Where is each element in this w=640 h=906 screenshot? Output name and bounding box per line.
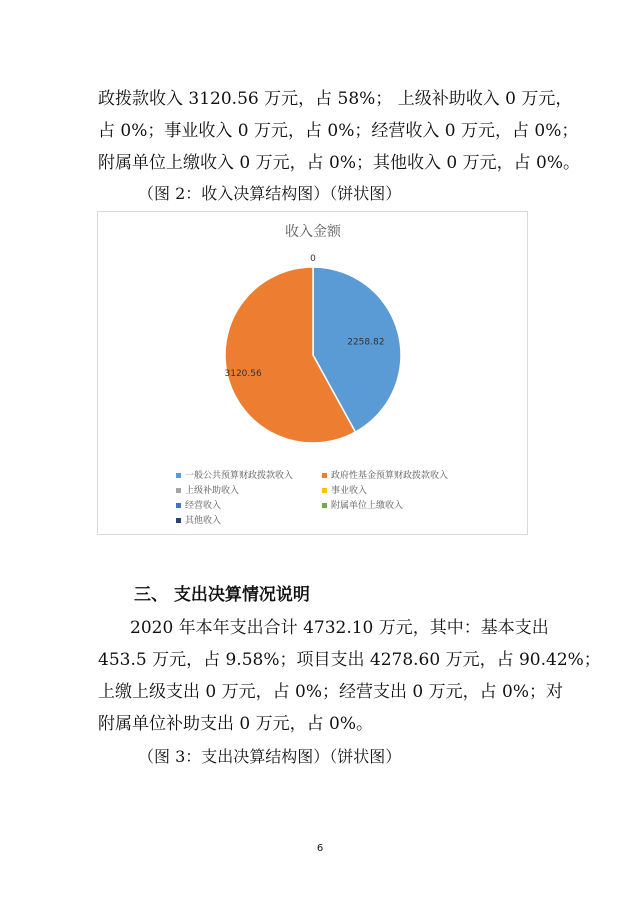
text-line: 政拨款收入 3120.56 万元，占 58%； 上级补助收入 0 万元， bbox=[98, 89, 573, 109]
legend-item bbox=[176, 470, 293, 482]
legend-label: 上级补助收入 bbox=[185, 486, 240, 496]
legend-swatch bbox=[322, 488, 327, 493]
legend-item bbox=[176, 485, 239, 497]
text-line: 上缴上级支出 0 万元，占 0%；经营支出 0 万元，占 0%；对 bbox=[98, 682, 563, 702]
legend-swatch bbox=[322, 503, 327, 508]
text-line: 453.5 万元，占 9.58%；项目支出 4278.60 万元，占 90.42%； bbox=[98, 650, 601, 670]
section-heading: 三、 支出决算情况说明 bbox=[134, 585, 310, 605]
legend-label: 附属单位上缴收入 bbox=[331, 501, 404, 511]
legend-item bbox=[322, 500, 403, 512]
legend-swatch bbox=[176, 503, 181, 508]
text-line: 占 0%；事业收入 0 万元，占 0%；经营收入 0 万元，占 0%； bbox=[98, 121, 579, 141]
legend-label: 政府性基金预算财政拨款收入 bbox=[331, 471, 449, 481]
legend-swatch bbox=[176, 473, 181, 478]
data-label: 0 bbox=[310, 254, 316, 264]
data-label: 2258.82 bbox=[347, 337, 385, 348]
legend-label: 经营收入 bbox=[185, 501, 222, 511]
text-line: 附属单位补助支出 0 万元，占 0%。 bbox=[98, 714, 373, 734]
legend-label: 事业收入 bbox=[331, 486, 368, 496]
legend-swatch bbox=[176, 518, 181, 523]
legend-item bbox=[322, 470, 448, 482]
text-line: 2020 年本年支出合计 4732.10 万元，其中：基本支出 bbox=[130, 618, 549, 638]
figure-caption-3: （图 3：支出决算结构图）（饼状图） bbox=[138, 747, 402, 766]
pie-slices bbox=[225, 267, 401, 443]
legend-item bbox=[176, 500, 221, 512]
page-number: 6 bbox=[316, 843, 324, 854]
figure-caption-2: （图 2：收入决算结构图）（饼状图） bbox=[138, 184, 402, 203]
pie-chart-svg bbox=[98, 212, 529, 536]
income-pie-chart bbox=[97, 211, 528, 535]
data-label: 3120.56 bbox=[224, 368, 262, 379]
chart-title: 收入金额 bbox=[285, 224, 341, 240]
legend-item bbox=[176, 515, 221, 527]
legend-swatch bbox=[176, 488, 181, 493]
legend-label: 其他收入 bbox=[185, 516, 222, 526]
legend-swatch bbox=[322, 473, 327, 478]
legend-label: 一般公共预算财政拨款收入 bbox=[185, 471, 294, 481]
legend-item bbox=[322, 485, 367, 497]
text-line: 附属单位上缴收入 0 万元，占 0%；其他收入 0 万元，占 0%。 bbox=[98, 153, 580, 173]
